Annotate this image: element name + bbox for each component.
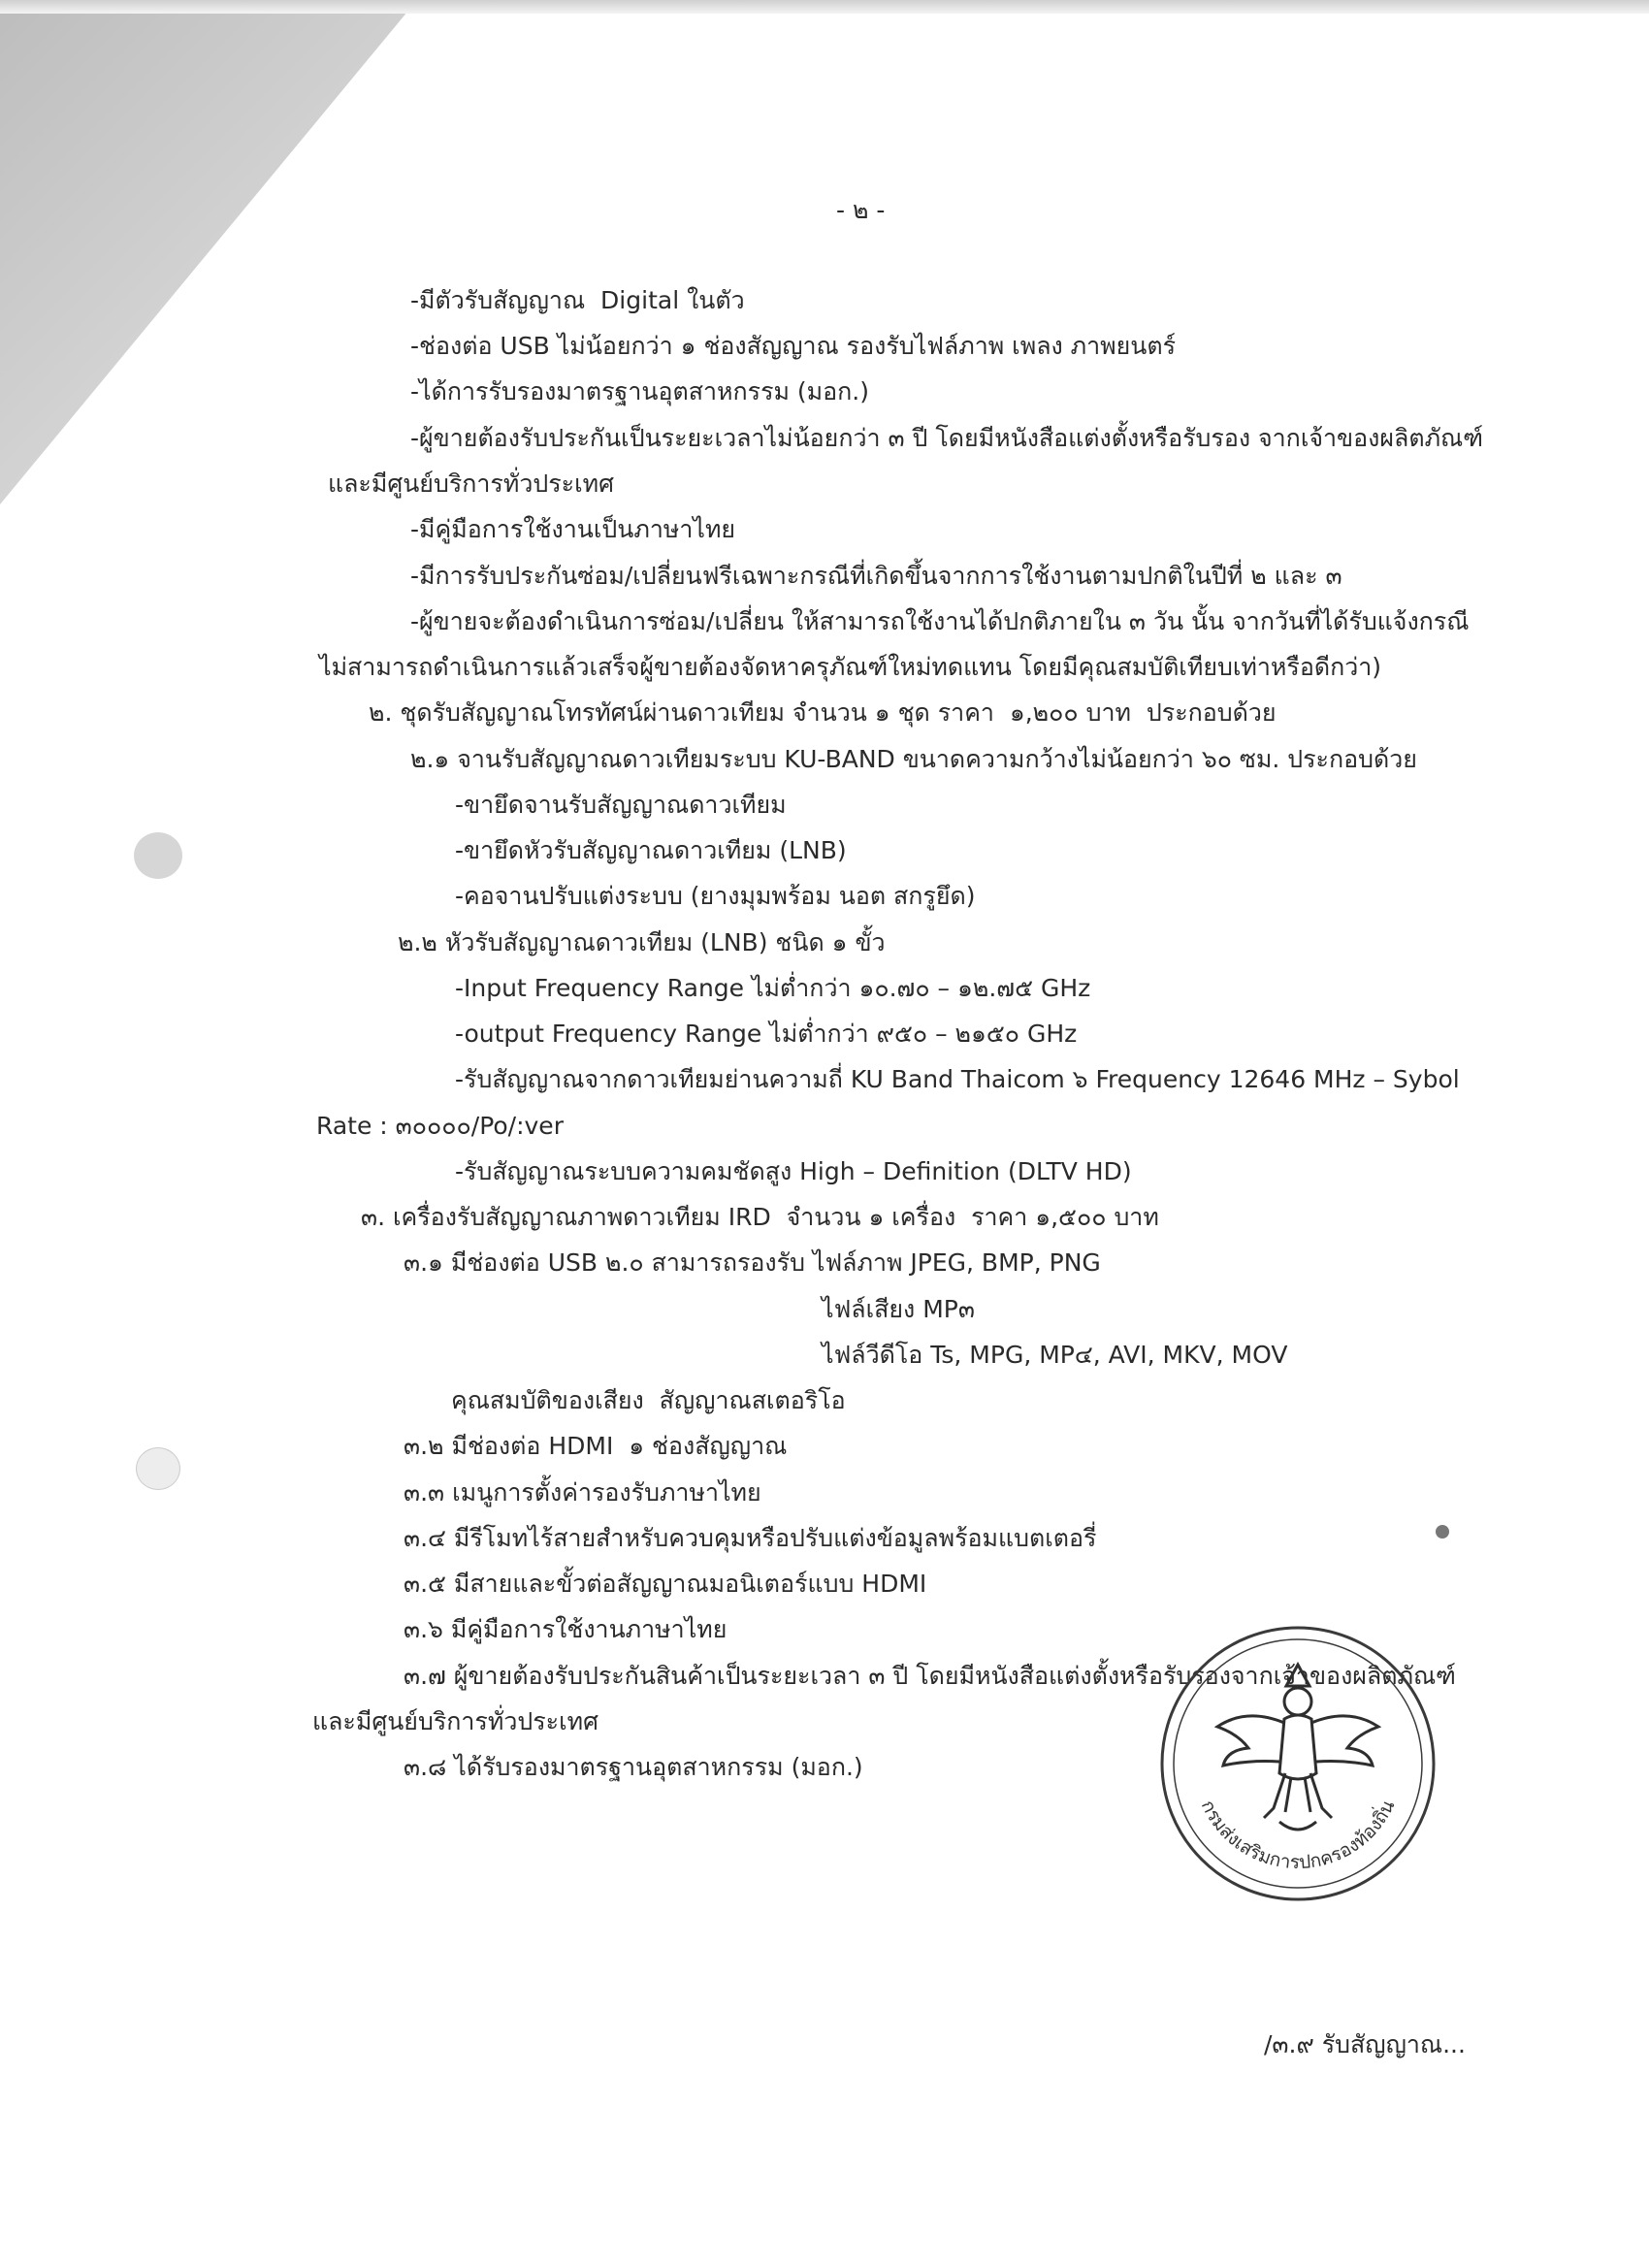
subsection-heading: ๓.๘ ได้รับรองมาตรฐานอุตสาหกรรม (มอก.) — [404, 1753, 863, 1781]
text-line: -Input Frequency Range ไม่ต่ำกว่า ๑๐.๗๐ – ๑๒.๗๕ GHz — [455, 974, 1091, 1002]
subsection-heading: ๓.๖ มีคู่มือการใช้งานภาษาไทย — [404, 1615, 728, 1643]
subsection-heading: ๓.๕ มีสายและขั้วต่อสัญญาณมอนิเตอร์แบบ HDMI — [404, 1570, 927, 1598]
text-line: -รับสัญญาณจากดาวเทียมย่านความถี่ KU Band Thaicom ๖ Frequency 12646 MHz – Sybol — [455, 1065, 1460, 1093]
official-seal-stamp — [1149, 1618, 1446, 1909]
text-line: -ช่องต่อ USB ไม่น้อยกว่า ๑ ช่องสัญญาณ รองรับไฟล์ภาพ เพลง ภาพยนตร์ — [410, 332, 1177, 360]
text-line: -มีตัวรับสัญญาณ Digital ในตัว — [410, 286, 745, 314]
section-heading: ๒. ชุดรับสัญญาณโทรทัศน์ผ่านดาวเทียม จำนวน ๑ ชุด ราคา ๑,๒๐๐ บาท ประกอบด้วย — [369, 698, 1277, 727]
seal-text: กรมส่งเสริมการปกครองท้องถิ่น — [1196, 1797, 1400, 1874]
text-line: ไม่สามารถดำเนินการแล้วเสร็จผู้ขายต้องจัดหาครุภัณฑ์ใหม่ทดแทน โดยมีคุณสมบัติเทียบเท่าหรือดีกว่า) — [319, 653, 1382, 681]
subsection-heading: ๓.๑ มีช่องต่อ USB ๒.๐ สามารถรองรับ ไฟล์ภาพ JPEG, BMP, PNG — [404, 1248, 1101, 1277]
subsection-heading: ๓.๔ มีรีโมทไร้สายสำหรับควบคุมหรือปรับแต่งข้อมูลพร้อมแบตเตอรี่ — [404, 1524, 1097, 1552]
text-line: -มีคู่มือการใช้งานเป็นภาษาไทย — [410, 515, 736, 543]
ink-smudge — [1436, 1525, 1449, 1539]
subsection-heading: ๓.๗ ผู้ขายต้องรับประกันสินค้าเป็นระยะเวลา ๓ ปี โดยมีหนังสือแต่งตั้งหรือรับรองจากเจ้าของผลิตภัณฑ์ — [404, 1662, 1456, 1690]
subsection-heading: ๒.๒ หัวรับสัญญาณดาวเทียม (LNB) ชนิด ๑ ขั้ว — [398, 928, 886, 956]
section-heading: ๓. เครื่องรับสัญญาณภาพดาวเทียม IRD จำนวน ๑ เครื่อง ราคา ๑,๕๐๐ บาท — [361, 1203, 1159, 1231]
subsection-heading: ๒.๑ จานรับสัญญาณดาวเทียมระบบ KU-BAND ขนาดความกว้างไม่น้อยกว่า ๖๐ ซม. ประกอบด้วย — [410, 745, 1417, 773]
punch-hole — [136, 1447, 180, 1490]
text-line: -ได้การรับรองมาตรฐานอุตสาหกรรม (มอก.) — [410, 377, 870, 405]
text-line: ไฟล์วีดีโอ Ts, MPG, MP๔, AVI, MKV, MOV — [822, 1341, 1288, 1369]
text-line: -ขายึดหัวรับสัญญาณดาวเทียม (LNB) — [455, 836, 847, 864]
text-line: ไฟล์เสียง MP๓ — [822, 1295, 975, 1323]
scan-top-edge — [0, 0, 1649, 14]
subsection-heading: ๓.๒ มีช่องต่อ HDMI ๑ ช่องสัญญาณ — [404, 1432, 788, 1460]
text-line: -ผู้ขายต้องรับประกันเป็นระยะเวลาไม่น้อยกว่า ๓ ปี โดยมีหนังสือแต่งตั้งหรือรับรอง จากเจ้าของผลิตภัณฑ์ — [410, 424, 1483, 452]
text-line: -รับสัญญาณระบบความคมชัดสูง High – Definition (DLTV HD) — [455, 1157, 1132, 1185]
text-line: -คอจานปรับแต่งระบบ (ยางมุมพร้อม นอต สกรูยึด) — [455, 882, 976, 910]
continuation-note: /๓.๙ รับสัญญาณ... — [1264, 2030, 1466, 2058]
punch-hole — [134, 832, 182, 879]
text-line: คุณสมบัติของเสียง สัญญาณสเตอริโอ — [451, 1386, 846, 1414]
text-line: -ผู้ขายจะต้องดำเนินการซ่อม/เปลี่ยน ให้สามารถใช้งานได้ปกติภายใน ๓ วัน นั้น จากวันที่ได้รับแจ้งกรณี — [410, 607, 1470, 635]
text-line: -ขายึดจานรับสัญญาณดาวเทียม — [455, 791, 787, 819]
text-line: -มีการรับประกันซ่อม/เปลี่ยนฟรีเฉพาะกรณีที่เกิดขึ้นจากการใช้งานตามปกติในปีที่ ๒ และ ๓ — [410, 562, 1342, 590]
text-line: และมีศูนย์บริการทั่วประเทศ — [312, 1707, 598, 1735]
folded-corner-shadow — [0, 0, 417, 504]
text-line: และมีศูนย์บริการทั่วประเทศ — [328, 470, 614, 498]
text-line: Rate : ๓๐๐๐๐/Po/:ver — [316, 1112, 564, 1140]
text-line: -output Frequency Range ไม่ต่ำกว่า ๙๕๐ – ๒๑๕๐ GHz — [455, 1020, 1078, 1048]
page-number: - ๒ - — [836, 196, 886, 224]
subsection-heading: ๓.๓ เมนูการตั้งค่ารองรับภาษาไทย — [404, 1478, 761, 1507]
